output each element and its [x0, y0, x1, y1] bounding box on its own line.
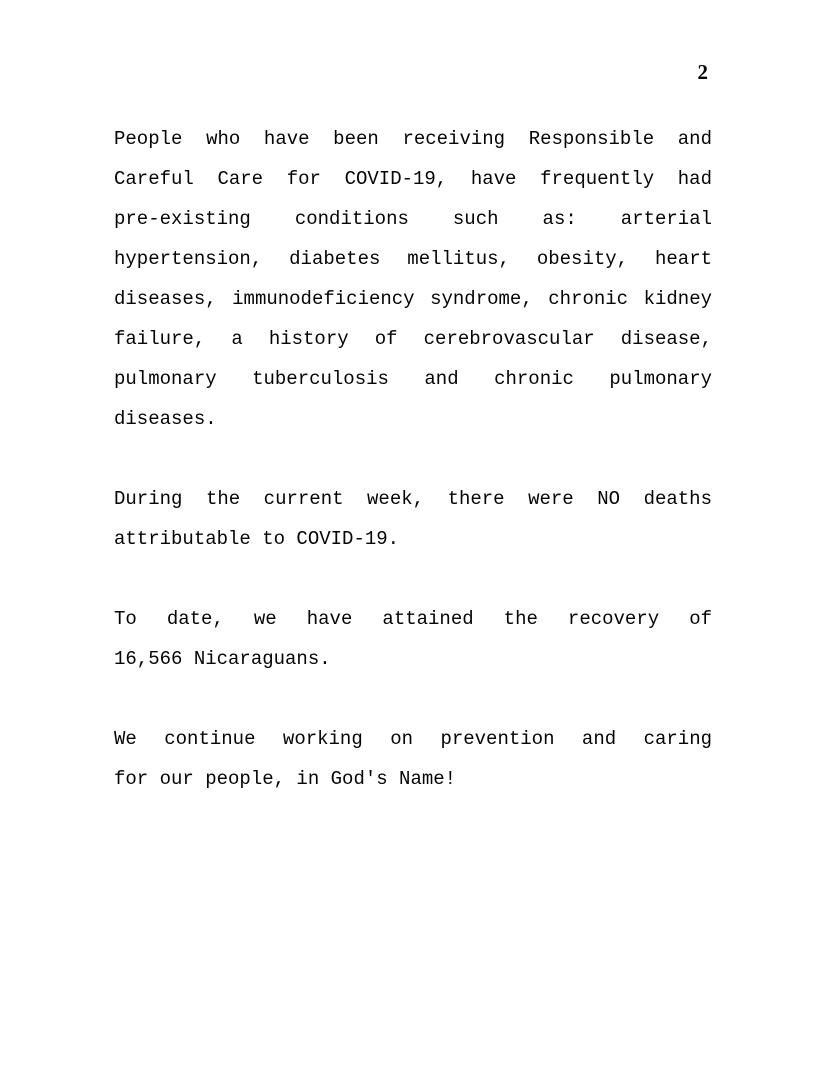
- paragraph: [114, 479, 712, 559]
- text-line: diseases, immunodeficiency syndrome, chronic kidney: [114, 288, 712, 310]
- text-line: We continue working on prevention and caring: [114, 728, 712, 750]
- paragraph: [114, 719, 712, 799]
- text-line: attributable to COVID-19.: [114, 528, 400, 550]
- text-line: 16,566 Nicaraguans.: [114, 648, 331, 670]
- document-body: [114, 119, 712, 799]
- text-line: To date, we have attained the recovery of: [114, 608, 712, 630]
- text-line: failure, a history of cerebrovascular disease,: [114, 328, 712, 350]
- text-line: People who have been receiving Responsible and: [114, 128, 712, 150]
- text-line: hypertension, diabetes mellitus, obesity, heart: [114, 248, 712, 270]
- text-line: pre-existing conditions such as: arterial: [114, 208, 712, 230]
- page-number: 2: [697, 60, 708, 84]
- paragraph: [114, 119, 712, 439]
- text-line: pulmonary tuberculosis and chronic pulmonary: [114, 368, 712, 390]
- paragraph: [114, 599, 712, 679]
- text-line: diseases.: [114, 408, 217, 430]
- text-line: Careful Care for COVID-19, have frequently had: [114, 168, 712, 190]
- text-line: for our people, in God's Name!: [114, 768, 457, 790]
- text-line: During the current week, there were NO deaths: [114, 488, 712, 510]
